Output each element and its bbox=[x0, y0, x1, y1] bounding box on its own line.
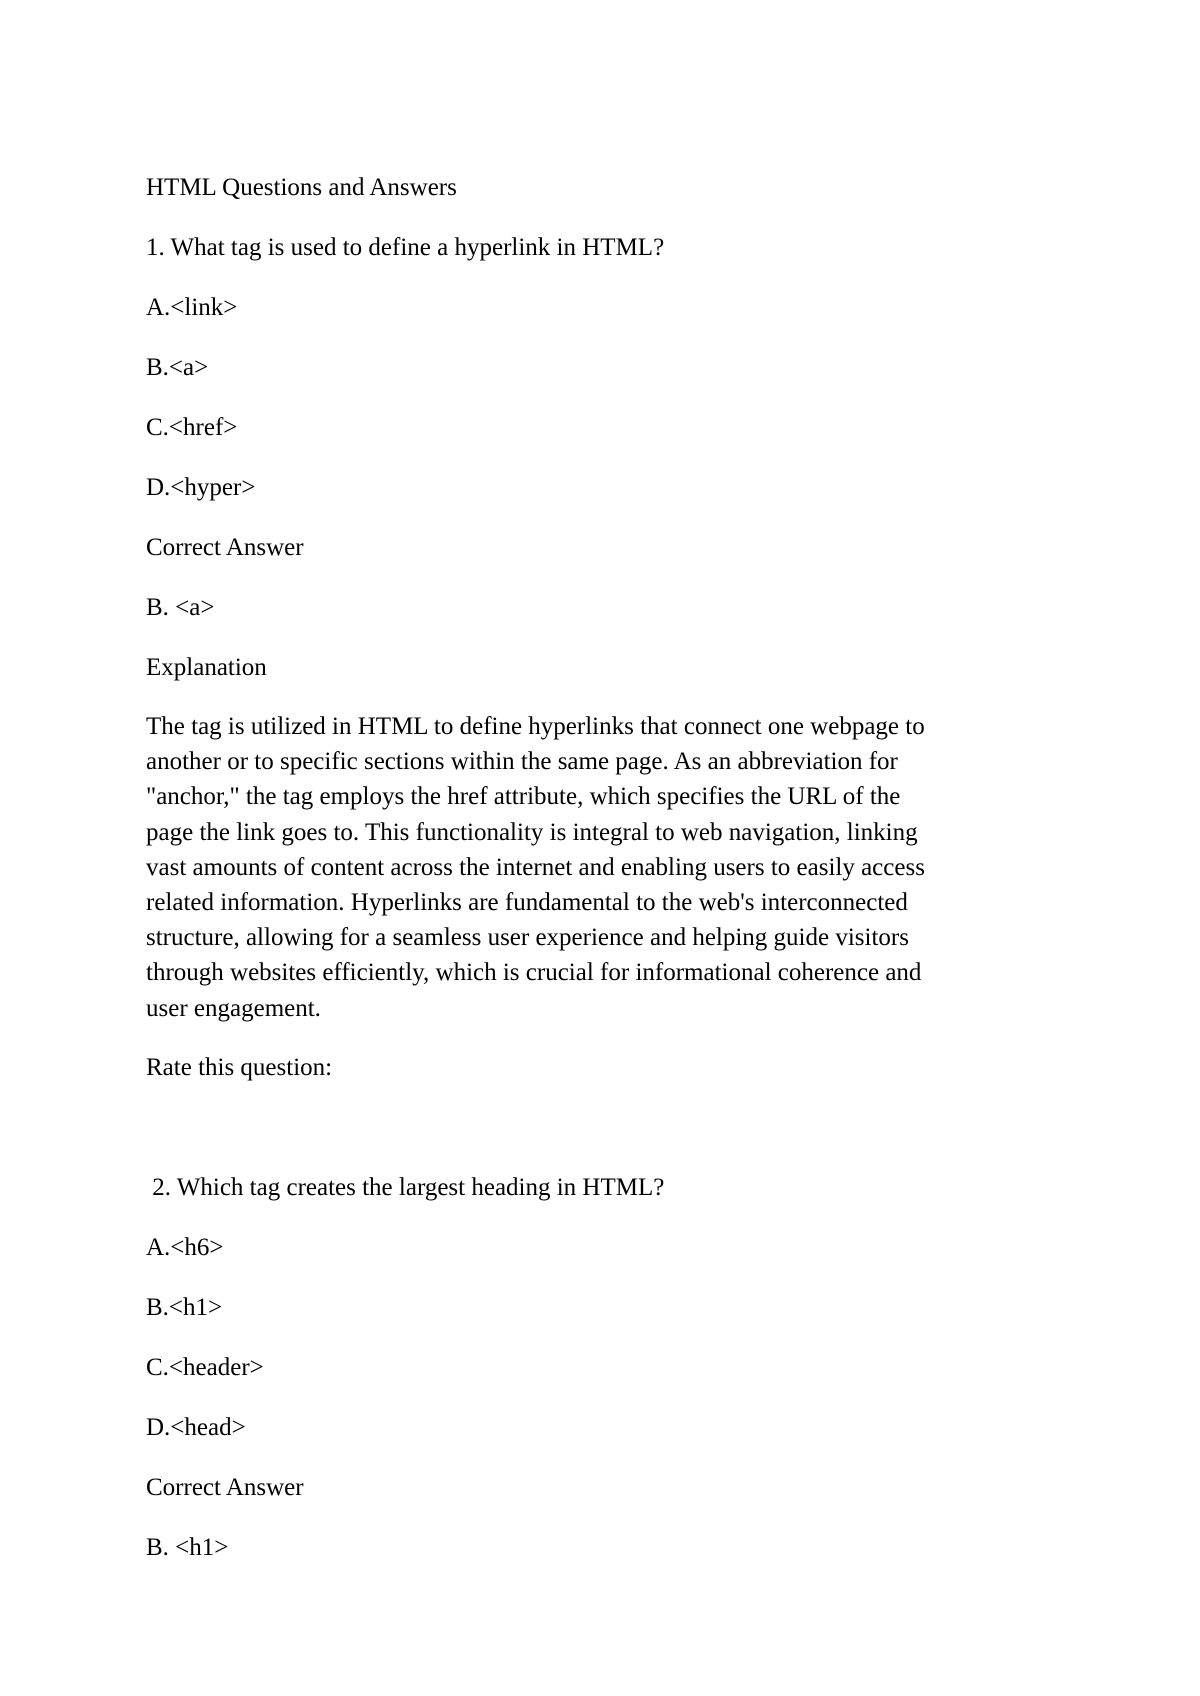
question-2-option-d: D.<head> bbox=[146, 1414, 246, 1441]
explanation-line: another or to specific sections within the same page. As an abbreviation for bbox=[146, 748, 898, 776]
question-1-option-a: A.<link> bbox=[146, 294, 238, 321]
explanation-line: related information. Hyperlinks are fundamental to the web's interconnected bbox=[146, 889, 908, 917]
explanation-line: page the link goes to. This functionality is integral to web navigation, linking bbox=[146, 818, 918, 846]
question-2-correct-answer: B. <h1> bbox=[146, 1534, 229, 1561]
question-2-correct-label: Correct Answer bbox=[146, 1474, 304, 1501]
explanation-line: user engagement. bbox=[146, 994, 321, 1022]
explanation-line: structure, allowing for a seamless user experience and helping guide visitors bbox=[146, 924, 909, 952]
question-2-option-c: C.<header> bbox=[146, 1354, 264, 1381]
question-2-text: 2. Which tag creates the largest heading in HTML? bbox=[146, 1174, 665, 1201]
question-1-option-d: D.<hyper> bbox=[146, 474, 256, 501]
explanation-line: vast amounts of content across the internet and enabling users to easily access bbox=[146, 853, 925, 881]
question-1-option-c: C.<href> bbox=[146, 414, 238, 441]
question-2-option-b: B.<h1> bbox=[146, 1294, 223, 1321]
question-1-explanation-label: Explanation bbox=[146, 654, 267, 681]
question-2-option-a: A.<h6> bbox=[146, 1234, 224, 1261]
question-1-explanation-text bbox=[146, 709, 1066, 1026]
question-1-correct-answer: B. <a> bbox=[146, 594, 215, 621]
question-1-rate-label: Rate this question: bbox=[146, 1054, 333, 1081]
question-1-correct-label: Correct Answer bbox=[146, 534, 304, 561]
question-1-option-b: B.<a> bbox=[146, 354, 209, 381]
explanation-line: "anchor," the tag employs the href attribute, which specifies the URL of the bbox=[146, 783, 901, 811]
question-1-text: 1. What tag is used to define a hyperlink in HTML? bbox=[146, 234, 665, 261]
document-title: HTML Questions and Answers bbox=[146, 174, 457, 201]
explanation-line: through websites efficiently, which is crucial for informational coherence and bbox=[146, 959, 922, 987]
explanation-line: The tag is utilized in HTML to define hyperlinks that connect one webpage to bbox=[146, 713, 925, 740]
